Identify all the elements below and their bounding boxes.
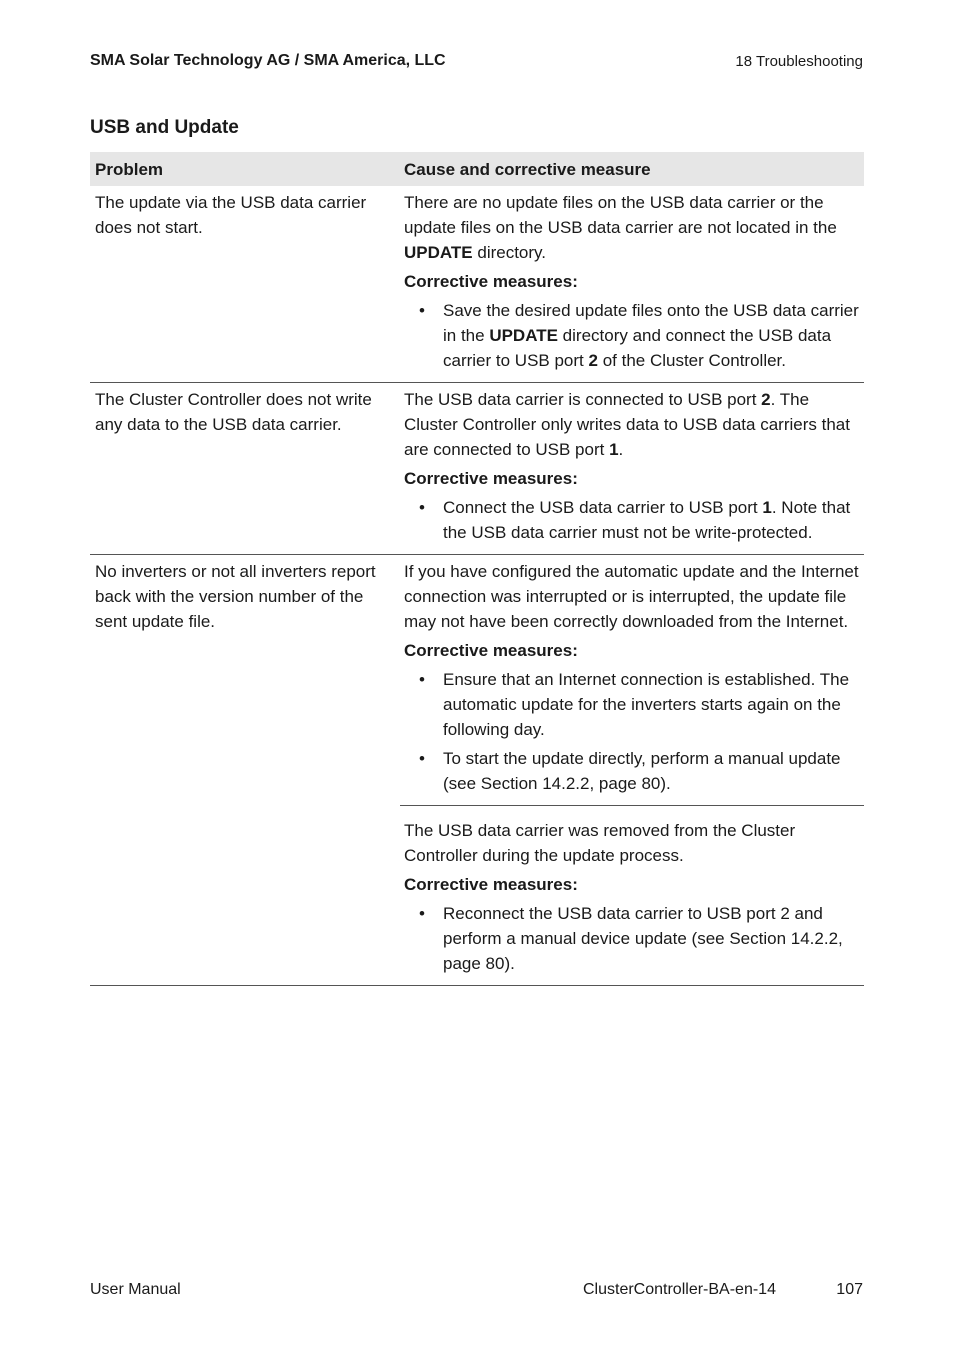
bold-term: 1 — [762, 498, 772, 517]
table-row — [90, 555, 864, 986]
text-run: The USB data carrier was removed from the Cluster Controller during the update process. — [404, 821, 796, 865]
cause-block — [400, 383, 864, 554]
text-run: directory. — [472, 243, 547, 262]
text-run: Ensure that an Internet connection is established. The automatic update for the inverters starts again on the following day. — [443, 670, 850, 739]
footer-manual-label: User Manual — [90, 1281, 181, 1298]
footer-document-id: ClusterController-BA-en-14 — [583, 1281, 776, 1298]
text-run: If you have configured the automatic update and the Internet connection was interrupted or is interrupted, the update file may not have been correctly downloaded from the Internet. — [404, 562, 859, 631]
cause-cell — [400, 555, 864, 985]
measures-list — [404, 298, 860, 373]
bold-term: 2 — [588, 351, 598, 370]
cause-block — [400, 805, 864, 985]
bold-term: UPDATE — [489, 326, 558, 345]
cause-cell — [400, 383, 864, 554]
header-chapter: 18 Troubleshooting — [735, 53, 863, 70]
table-row — [90, 186, 864, 383]
bold-term: 1 — [609, 440, 619, 459]
column-header-cause: Cause and corrective measure — [404, 159, 651, 179]
list-item — [404, 298, 860, 373]
bold-term: 2 — [761, 390, 771, 409]
cause-block — [400, 186, 864, 382]
table-row — [90, 383, 864, 555]
column-header-problem: Problem — [95, 159, 164, 179]
header-company: SMA Solar Technology AG / SMA America, LLC — [90, 52, 446, 69]
problem-cell: No inverters or not all inverters report back with the version number of the sent update file. — [95, 562, 376, 631]
footer-page-number: 107 — [836, 1281, 863, 1298]
table-body — [90, 186, 864, 986]
text-run: Connect the USB data carrier to USB port — [443, 498, 763, 517]
corrective-measures-label: Corrective measures: — [404, 272, 578, 291]
cause-text — [404, 559, 860, 634]
section-title: USB and Update — [90, 117, 239, 138]
text-run: . — [618, 440, 624, 459]
measures-list — [404, 667, 860, 796]
table-header — [90, 152, 864, 186]
list-item — [404, 901, 860, 976]
text-run: Save the desired update files onto the USB data carrier in the — [443, 301, 859, 345]
text-run: To start the update directly, perform a manual update (see Section 14.2.2, page 80). — [443, 749, 841, 793]
text-run: The USB data carrier is connected to USB port — [404, 390, 762, 409]
text-run: . The Cluster Controller only writes data to USB data carriers that are connected to USB port — [404, 390, 850, 459]
problem-cell: The update via the USB data carrier does not start. — [95, 193, 367, 237]
measures-list — [404, 495, 860, 545]
cause-text — [404, 818, 860, 868]
measures-list — [404, 901, 860, 976]
text-run: There are no update files on the USB data carrier or the update files on the USB data carrier are not located in the — [404, 193, 837, 237]
corrective-measures-label: Corrective measures: — [404, 641, 578, 660]
text-run: directory and connect the USB data carrier to USB port — [443, 326, 832, 370]
cause-cell — [400, 186, 864, 382]
cause-text — [404, 190, 860, 265]
list-item — [404, 495, 860, 545]
troubleshooting-table — [90, 152, 864, 986]
text-run: of the Cluster Controller. — [597, 351, 786, 370]
cause-text — [404, 387, 860, 462]
corrective-measures-label: Corrective measures: — [404, 875, 578, 894]
bold-term: UPDATE — [404, 243, 473, 262]
text-run: Reconnect the USB data carrier to USB port 2 and perform a manual device update (see Section 14.2.2, page 80). — [443, 904, 843, 973]
list-item — [404, 667, 860, 742]
problem-cell: The Cluster Controller does not write any data to the USB data carrier. — [95, 390, 372, 434]
list-item — [404, 746, 860, 796]
text-run: . Note that the USB data carrier must not be write-protected. — [443, 498, 851, 542]
corrective-measures-label: Corrective measures: — [404, 469, 578, 488]
cause-block — [400, 555, 864, 805]
